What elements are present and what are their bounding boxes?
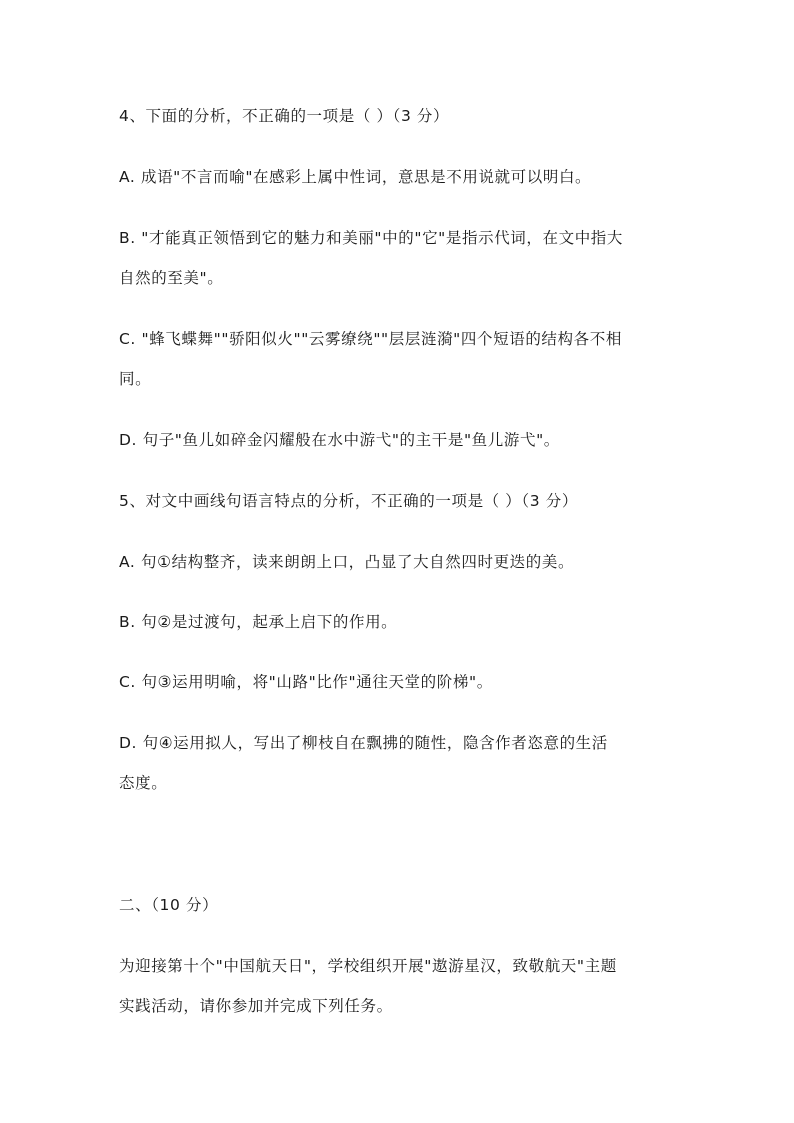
question-5-stem: 5、对文中画线句语言特点的分析，不正确的一项是（ ）（3 分） bbox=[119, 492, 578, 510]
question-5-option-d-line-1: D. 句④运用拟人，写出了柳枝自在飘拂的随性，隐含作者恣意的生活 bbox=[119, 734, 608, 752]
question-5-option-a: A. 句①结构整齐，读来朗朗上口，凸显了大自然四时更迭的美。 bbox=[119, 553, 575, 571]
question-4-option-b-line-2: 自然的至美"。 bbox=[119, 269, 224, 287]
question-4-option-c-line-1: C. "蜂飞蝶舞""骄阳似火""云雾缭绕""层层涟漪"四个短语的结构各不相 bbox=[119, 330, 622, 348]
question-5-option-b: B. 句②是过渡句，起承上启下的作用。 bbox=[119, 613, 398, 631]
question-4-option-c-line-2: 同。 bbox=[119, 370, 152, 388]
question-4-option-b-line-1: B. "才能真正领悟到它的魅力和美丽"中的"它"是指示代词，在文中指大 bbox=[119, 229, 624, 247]
section-2-intro-line-2: 实践活动，请你参加并完成下列任务。 bbox=[119, 997, 393, 1015]
section-2-intro-line-1: 为迎接第十个"中国航天日"，学校组织开展"遨游星汉，致敬航天"主题 bbox=[119, 957, 617, 975]
question-5-option-c: C. 句③运用明喻，将"山路"比作"通往天堂的阶梯"。 bbox=[119, 673, 493, 691]
question-4-stem: 4、下面的分析，不正确的一项是（ ）（3 分） bbox=[119, 107, 450, 125]
question-4-option-d: D. 句子"鱼儿如碎金闪耀般在水中游弋"的主干是"鱼儿游弋"。 bbox=[119, 431, 560, 449]
question-4-option-a: A. 成语"不言而喻"在感彩上属中性词，意思是不用说就可以明白。 bbox=[119, 168, 592, 186]
question-5-option-d-line-2: 态度。 bbox=[119, 774, 168, 792]
section-2-heading: 二、（10 分） bbox=[119, 896, 219, 914]
